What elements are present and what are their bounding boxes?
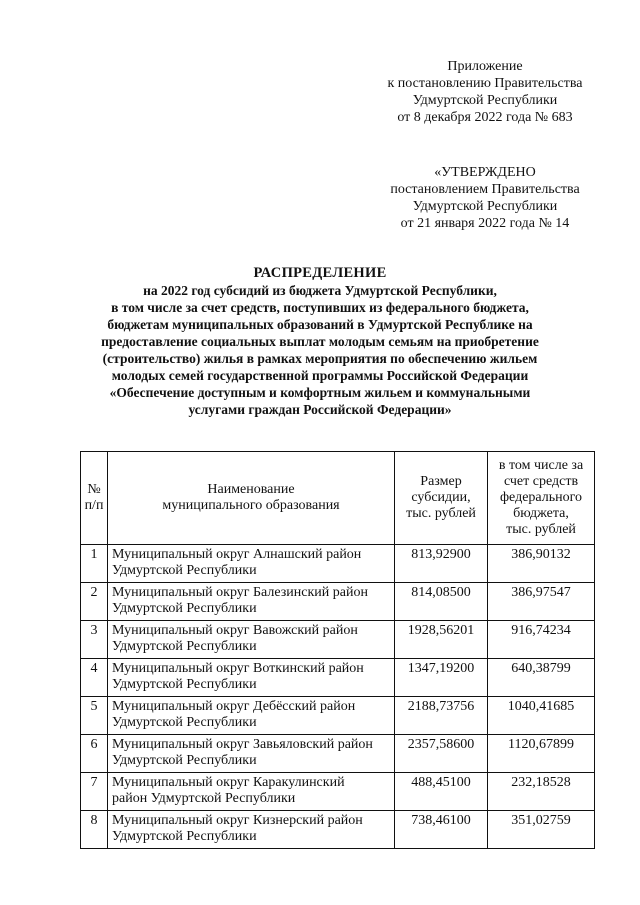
title-line: «Обеспечение доступным и комфортным жильем и коммунальными [109, 385, 531, 400]
row-name-line: Муниципальный округ Завьяловский район [112, 737, 373, 752]
row-subsidy: 2357,58600 [395, 735, 488, 773]
row-number: 5 [81, 697, 108, 735]
header-text: бюджета, [513, 506, 569, 521]
distribution-table [80, 451, 595, 849]
table-row [81, 811, 595, 849]
row-name-line: Муниципальный округ Алнашский район [112, 547, 362, 562]
document-title [70, 265, 570, 418]
row-name-line: Удмуртской Республики [112, 563, 257, 578]
header-text: тыс. рублей [506, 522, 576, 537]
header-text: субсидии, [411, 490, 471, 505]
header-row [81, 452, 595, 545]
row-federal: 386,90132 [488, 545, 595, 583]
row-federal: 1120,67899 [488, 735, 595, 773]
header-text: в том числе за [498, 458, 584, 473]
header-text: п/п [84, 498, 104, 513]
row-number: 3 [81, 621, 108, 659]
row-name-line: Муниципальный округ Каракулинский [112, 775, 345, 790]
title-line: предоставление социальных выплат молодым семьям на приобретение [101, 334, 539, 349]
row-name [108, 735, 395, 773]
row-name-line: Муниципальный округ Кизнерский район [112, 813, 363, 828]
annex-line: к постановлению Правительства [387, 76, 583, 91]
row-federal: 640,38799 [488, 659, 595, 697]
row-subsidy: 813,92900 [395, 545, 488, 583]
row-federal: 1040,41685 [488, 697, 595, 735]
header-text: Наименование [207, 482, 295, 497]
approval-stamp-block [360, 164, 610, 232]
row-name-line: Муниципальный округ Дебёсский район [112, 699, 356, 714]
row-name [108, 811, 395, 849]
approval-line: постановлением Правительства [390, 182, 580, 197]
table-row [81, 697, 595, 735]
annex-block [360, 58, 610, 126]
row-name-line: Муниципальный округ Воткинский район [112, 661, 364, 676]
row-name [108, 583, 395, 621]
title-line: молодых семей государственной программы Российской Федерации [111, 368, 529, 383]
row-number: 7 [81, 773, 108, 811]
row-federal: 351,02759 [488, 811, 595, 849]
header-text: муниципального образования [162, 498, 340, 513]
row-name [108, 659, 395, 697]
approval-line: Удмуртской Республики [412, 199, 558, 214]
header-size [395, 452, 488, 545]
row-subsidy: 1347,19200 [395, 659, 488, 697]
row-federal: 916,74234 [488, 621, 595, 659]
row-subsidy: 814,08500 [395, 583, 488, 621]
row-name [108, 621, 395, 659]
row-name-line: район Удмуртской Республики [112, 791, 296, 806]
row-name [108, 545, 395, 583]
row-name [108, 773, 395, 811]
row-subsidy: 488,45100 [395, 773, 488, 811]
title-line: в том числе за счет средств, поступивших из федерального бюджета, [111, 300, 529, 315]
header-text: № [87, 482, 101, 497]
row-number: 1 [81, 545, 108, 583]
row-name-line: Удмуртской Республики [112, 639, 257, 654]
row-number: 2 [81, 583, 108, 621]
header-text: федерального [499, 490, 583, 505]
row-name-line: Удмуртской Республики [112, 715, 257, 730]
annex-line: Удмуртской Республики [412, 93, 558, 108]
row-number: 6 [81, 735, 108, 773]
row-federal: 386,97547 [488, 583, 595, 621]
row-name-line: Удмуртской Республики [112, 677, 257, 692]
table-row [81, 773, 595, 811]
row-number: 4 [81, 659, 108, 697]
title-line: бюджетам муниципальных образований в Удмуртской Республике на [107, 317, 533, 332]
row-name [108, 697, 395, 735]
header-num [81, 452, 108, 545]
table-row [81, 621, 595, 659]
row-subsidy: 2188,73756 [395, 697, 488, 735]
approval-line: от 21 января 2022 года № 14 [400, 216, 570, 231]
table-header [81, 452, 595, 545]
annex-line: Приложение [447, 59, 523, 74]
row-name-line: Муниципальный округ Балезинский район [112, 585, 368, 600]
table-row [81, 583, 595, 621]
row-name-line: Удмуртской Республики [112, 829, 257, 844]
header-text: тыс. рублей [406, 506, 476, 521]
title-line: на 2022 год субсидий из бюджета Удмуртской Республики, [143, 283, 497, 298]
row-name-line: Удмуртской Республики [112, 601, 257, 616]
row-subsidy: 1928,56201 [395, 621, 488, 659]
title-heading: РАСПРЕДЕЛЕНИЕ [253, 265, 387, 281]
row-name-line: Удмуртской Республики [112, 753, 257, 768]
row-subsidy: 738,46100 [395, 811, 488, 849]
header-text: Размер [420, 474, 462, 489]
approval-line: «УТВЕРЖДЕНО [434, 165, 536, 180]
header-federal [488, 452, 595, 545]
row-number: 8 [81, 811, 108, 849]
row-name-line: Муниципальный округ Вавожский район [112, 623, 358, 638]
title-line: услугами граждан Российской Федерации» [188, 402, 452, 417]
table-body [81, 545, 595, 849]
table-row [81, 545, 595, 583]
table-row [81, 735, 595, 773]
annex-line: от 8 декабря 2022 года № 683 [397, 110, 573, 125]
table-row [81, 659, 595, 697]
title-line: (строительство) жилья в рамках мероприятия по обеспечению жильем [102, 351, 538, 366]
row-federal: 232,18528 [488, 773, 595, 811]
header-name [108, 452, 395, 545]
header-text: счет средств [503, 474, 579, 489]
